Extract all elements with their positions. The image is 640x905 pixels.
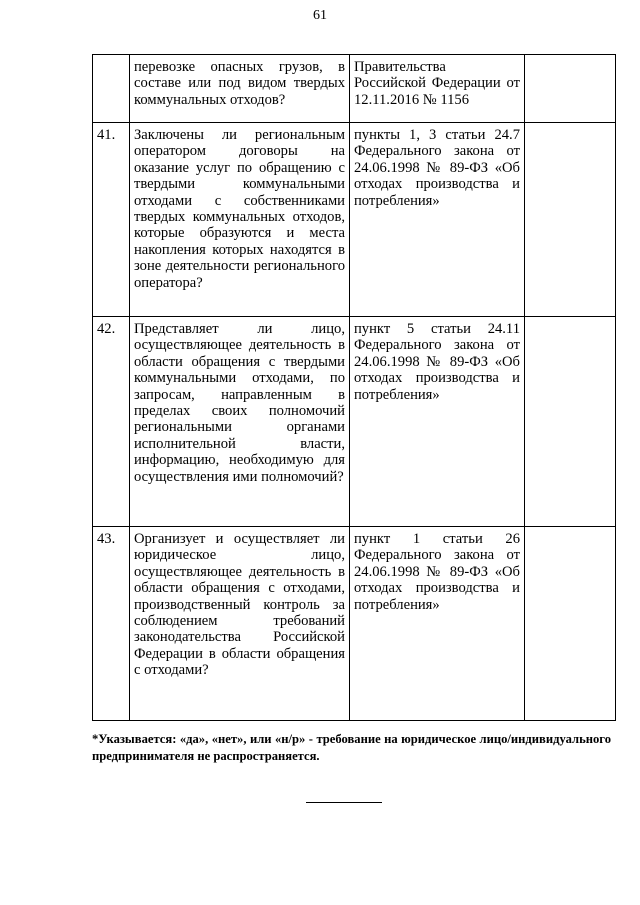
row-number xyxy=(93,55,130,123)
answer-cell xyxy=(525,123,616,317)
page-number: 61 xyxy=(313,8,327,23)
legal-reference-cell: пункт 5 статьи 24.11 Федерального закона от 24.06.1998 № 89-ФЗ «Об отходах производства и потребления» xyxy=(350,317,525,527)
checklist-table xyxy=(92,54,616,721)
question-cell: Организует и осуществляет ли юридическое лицо, осуществляющее деятельность в области обращения с отходами, производственный контроль за соблюдением требований законодательства Российской Федерации в области обращения с отходами? xyxy=(130,527,350,721)
table-row xyxy=(93,55,616,123)
question-cell: перевозке опасных грузов, в составе или под видом твердых коммунальных отходов? xyxy=(130,55,350,123)
footnote: *Указывается: «да», «нет», или «н/р» - требование на юридическое лицо/индивидуального предпринимателя не распространяется. xyxy=(92,732,611,763)
table-row xyxy=(93,123,616,317)
legal-reference-cell: пункт 1 статьи 26 Федерального закона от 24.06.1998 № 89-ФЗ «Об отходах производства и потребления» xyxy=(350,527,525,721)
row-number: 41. xyxy=(93,123,130,317)
legal-reference-cell: пункты 1, 3 статьи 24.7 Федерального закона от 24.06.1998 № 89-ФЗ «Об отходах производства и потребления» xyxy=(350,123,525,317)
answer-cell xyxy=(525,527,616,721)
answer-cell xyxy=(525,317,616,527)
question-cell: Заключены ли региональным оператором договоры на оказание услуг по обращению с твердыми коммунальными отходами с собственниками твердых коммунальных отходов, которые образуются и места накопления которых находятся в зоне деятельности регионального оператора? xyxy=(130,123,350,317)
question-cell: Представляет ли лицо, осуществляющее деятельность в области обращения с твердыми коммунальными отходами, по запросам, направленным в пределах своих полномочий региональными органами исполнительной власти, информацию, необходимую для осуществления ими полномочий? xyxy=(130,317,350,527)
legal-reference-cell: Правительства Российской Федерации от 12.11.2016 № 1156 xyxy=(350,55,525,123)
row-number: 42. xyxy=(93,317,130,527)
row-number: 43. xyxy=(93,527,130,721)
end-divider xyxy=(306,802,382,803)
table-row xyxy=(93,317,616,527)
table-row xyxy=(93,527,616,721)
answer-cell xyxy=(525,55,616,123)
